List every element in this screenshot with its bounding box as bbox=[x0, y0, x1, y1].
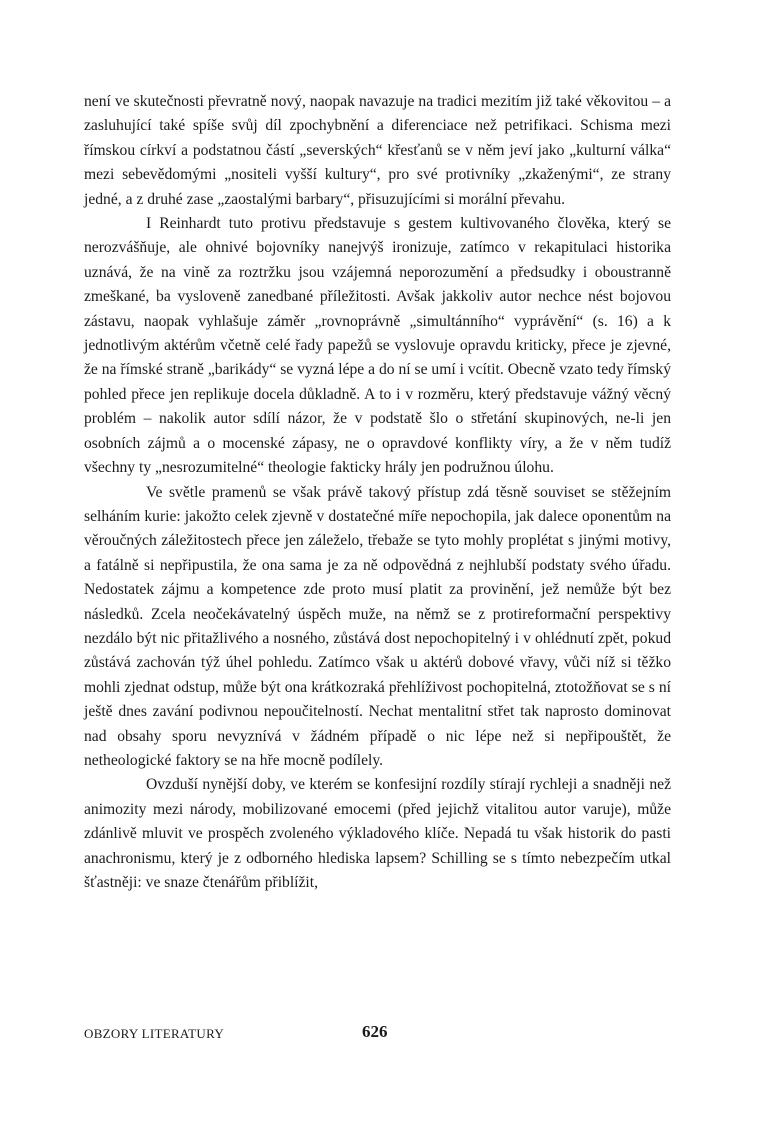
paragraph-1: není ve skutečnosti převratně nový, naopak navazuje na tradici mezitím již také věkovitou – a zasluhující také spíše svůj díl zpochybnění a diferenciace než petrifikaci. Schisma mezi římskou církví a podstatnou částí „severských“ křesťanů se v něm jeví jako „kulturní válka“ mezi sebevědomými „nositeli vyšší kultury“, pro své protivníky „zkaženými“, ze strany jedné, a z druhé zase „zaostalými barbary“, přisuzujícími si morální převahu. bbox=[84, 93, 671, 208]
page-footer bbox=[84, 1022, 671, 1046]
journal-name: OBZORY LITERATURY bbox=[84, 1026, 225, 1041]
paragraph-2: I Reinhardt tuto protivu představuje s gestem kultivovaného člověka, který se nerozvášňuje, ale ohnivé bojovníky nanejvýš ironizuje, zatímco v rekapitulaci historika uznává, že na vině za roztržku jsou vzájemná neporozumění a předsudky i oboustranně zmeškané, ba vysloveně zanedbané příležitosti. Avšak jakkoliv autor nechce nést bojovou zástavu, naopak vyhlašuje záměr „rovnoprávně „simultánního“ vyprávění“ (s. 16) a k jednotlivým aktérům včetně celé řady papežů se vyslovuje opravdu kriticky, přece je zjevné, že na římské straně „barikády“ se vyzná lépe a do ní se umí i vcítit. Obecně vzato tedy římský pohled přece jen replikuje docela důkladně. A to i v rozměru, který představuje vážný věcný problém – nakolik autor sdílí názor, že v podstatě šlo o střetání skupinových, ne-li jen osobních zájmů a o mocenské zápasy, ne o opravdové konflikty víry, a že v něm tudíž všechny ty „nesrozumitelné“ theologie fakticky hrály jen podružnou úlohu. bbox=[84, 215, 671, 477]
page-number: 626 bbox=[362, 1022, 388, 1041]
article-body bbox=[84, 90, 671, 895]
paragraph-3: Ve světle pramenů se však právě takový přístup zdá těsně souviset se stěžejním selháním kurie: jakožto celek zjevně v dostatečné míře nepochopila, jak dalece oponentům na věroučných záležitostech přece jen záleželo, třebaže se tyto mohly proplétat s jinými motivy, a fatálně si nepřipustila, že ona sama je za ně odpovědná z nejhlubší podstaty svého úřadu. Nedostatek zájmu a kompetence zde proto musí platit za provinění, jež nemůže být bez následků. Zcela neočekávatelný úspěch muže, na němž se z protireformační perspektivy nezdálo být nic přitažlivého a nosného, zůstává dost nepochopitelný i v ohlédnutí zpět, pokud zůstává zachován týž úhel pohledu. Zatímco však u aktérů dobové vřavy, vůči níž si těžko mohli zjednat odstup, může být ona krátkozraká přehlíživost pochopitelná, ztotožňovat se s ní ještě dnes zavání podivnou nepoučitelností. Nechat mentalitní střet tak naprosto dominovat nad obsahy sporu nevyznívá v žádném případě o nic lépe než si nepřipouštět, že netheologické faktory se na hře mocně podílely. bbox=[84, 483, 671, 769]
paragraph-4: Ovzduší nynější doby, ve kterém se konfesijní rozdíly stírají rychleji a snadněji než animozity mezi národy, mobilizované emocemi (před jejichž vitalitou autor varuje), může zdánlivě mluvit ve prospěch zvoleného výkladového klíče. Nepadá tu však historik do pasti anachronismu, který je z odborného hlediska lapsem? Schilling se s tímto nebezpečím utkal šťastněji: ve snaze čtenářům přiblížit, bbox=[84, 776, 671, 891]
